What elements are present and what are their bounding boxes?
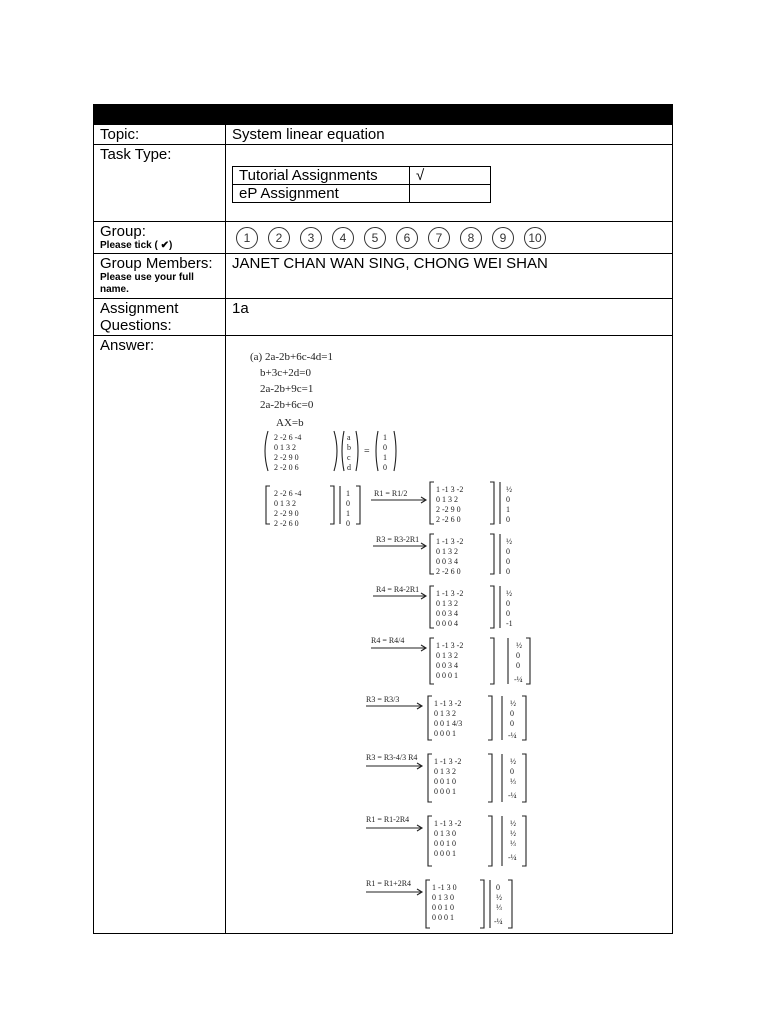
bracket-icon [265, 431, 268, 471]
task-type-label: Task Type: [94, 145, 226, 222]
svg-text:½: ½ [510, 757, 516, 766]
svg-text:1 -1 3 -2: 1 -1 3 -2 [436, 485, 464, 494]
group-number-option[interactable]: 5 [364, 227, 386, 249]
group-hint: Please tick ( ✔) [100, 240, 173, 251]
svg-text:2 -2 9 0: 2 -2 9 0 [274, 453, 299, 462]
row-op: R1 = R1/2 [374, 489, 408, 498]
topic-label: Topic: [94, 125, 226, 145]
svg-text:0 0 3 4: 0 0 3 4 [436, 661, 458, 670]
topic-row [94, 125, 673, 145]
svg-text:0 1 3 0: 0 1 3 0 [434, 829, 456, 838]
svg-text:0 0 0 1: 0 0 0 1 [432, 913, 454, 922]
group-number-option[interactable]: 8 [460, 227, 482, 249]
handwritten-answer [226, 336, 672, 933]
task-option-mark[interactable]: √ [410, 167, 491, 185]
svg-text:0: 0 [506, 609, 510, 618]
svg-text:0 0 3 4: 0 0 3 4 [436, 609, 458, 618]
svg-text:1 -1 3 -2: 1 -1 3 -2 [434, 819, 462, 828]
svg-text:0: 0 [346, 519, 350, 528]
members-label: Group Members: [100, 255, 213, 272]
svg-text:2 -2 6 -4: 2 -2 6 -4 [274, 489, 302, 498]
svg-text:0: 0 [346, 499, 350, 508]
svg-text:0 1 3 2: 0 1 3 2 [434, 709, 456, 718]
svg-text:0 1 3 2: 0 1 3 2 [436, 651, 458, 660]
svg-text:1 -1 3 -2: 1 -1 3 -2 [434, 699, 462, 708]
svg-text:0: 0 [516, 651, 520, 660]
course-value: MTES3283 Linear Algebra [226, 105, 673, 125]
svg-text:0: 0 [510, 719, 514, 728]
svg-text:½: ½ [506, 589, 512, 598]
svg-text:1 -1 3 -2: 1 -1 3 -2 [436, 537, 464, 546]
svg-text:b: b [347, 443, 351, 452]
svg-text:0: 0 [506, 547, 510, 556]
svg-text:0 0 0 1: 0 0 0 1 [436, 671, 458, 680]
answer-label: Answer: [94, 336, 226, 934]
svg-text:0 0 0 1: 0 0 0 1 [434, 729, 456, 738]
task-option-name: Tutorial Assignments [233, 167, 410, 185]
svg-text:½: ½ [510, 699, 516, 708]
svg-text:1: 1 [506, 505, 510, 514]
task-type-table [232, 166, 491, 203]
svg-text:0: 0 [516, 661, 520, 670]
svg-text:1: 1 [346, 489, 350, 498]
group-number-option[interactable]: 7 [428, 227, 450, 249]
svg-text:2 -2 6 0: 2 -2 6 0 [436, 567, 461, 576]
svg-text:0 1 3 2: 0 1 3 2 [436, 547, 458, 556]
svg-text:2 -2 6 0: 2 -2 6 0 [274, 519, 299, 528]
group-label: Group: [100, 223, 146, 240]
svg-text:0 0 1 0: 0 0 1 0 [434, 839, 456, 848]
questions-value: 1a [226, 299, 673, 336]
svg-text:0: 0 [506, 599, 510, 608]
group-number-option[interactable]: 2 [268, 227, 290, 249]
svg-text:0: 0 [510, 767, 514, 776]
handwritten-working [226, 336, 672, 933]
members-hint: Please use your full name. [100, 272, 194, 295]
svg-text:-¼: -¼ [514, 675, 523, 684]
group-number-option[interactable]: 3 [300, 227, 322, 249]
group-number-option[interactable]: 1 [236, 227, 258, 249]
svg-text:1 -1 3 -2: 1 -1 3 -2 [436, 589, 464, 598]
svg-text:a: a [347, 433, 351, 442]
assignment-form [93, 104, 673, 934]
svg-text:0: 0 [383, 443, 387, 452]
svg-text:0 0 0 4: 0 0 0 4 [436, 619, 458, 628]
svg-text:2 -2 9 0: 2 -2 9 0 [274, 509, 299, 518]
row-op: R1 = R1-2R4 [366, 815, 410, 824]
course-row [94, 105, 673, 125]
svg-text:½: ½ [496, 893, 502, 902]
svg-text:⅓: ⅓ [496, 903, 502, 912]
task-type-row [94, 145, 673, 222]
group-number-option[interactable]: 4 [332, 227, 354, 249]
topic-value: System linear equation [226, 125, 673, 145]
svg-text:0: 0 [510, 709, 514, 718]
svg-text:½: ½ [506, 537, 512, 546]
svg-text:1: 1 [346, 509, 350, 518]
svg-text:2 -2 6 0: 2 -2 6 0 [436, 515, 461, 524]
svg-text:0 0 1 4/3: 0 0 1 4/3 [434, 719, 463, 728]
svg-text:1 -1 3 -2: 1 -1 3 -2 [434, 757, 462, 766]
svg-text:⅓: ⅓ [510, 777, 516, 786]
row-op: R3 = R3-2R1 [376, 535, 420, 544]
members-value: JANET CHAN WAN SING, CHONG WEI SHAN [226, 254, 673, 299]
svg-text:½: ½ [510, 829, 516, 838]
row-op: R3 = R3/3 [366, 695, 400, 704]
svg-text:2 -2 9 0: 2 -2 9 0 [436, 505, 461, 514]
svg-text:½: ½ [506, 485, 512, 494]
svg-text:-¼: -¼ [508, 853, 517, 862]
svg-text:0: 0 [506, 567, 510, 576]
task-option-row [233, 185, 491, 203]
svg-text:-¼: -¼ [508, 791, 517, 800]
group-number-option[interactable]: 9 [492, 227, 514, 249]
task-option-mark[interactable] [410, 185, 491, 203]
svg-text:½: ½ [516, 641, 522, 650]
group-number-list [236, 227, 666, 249]
svg-text:=: = [364, 446, 370, 457]
svg-text:1: 1 [383, 433, 387, 442]
questions-row [94, 299, 673, 336]
svg-text:0 0 1 0: 0 0 1 0 [432, 903, 454, 912]
svg-text:d: d [347, 463, 351, 472]
axb-line: AX=b [276, 417, 304, 429]
members-row [94, 254, 673, 299]
svg-text:0: 0 [383, 463, 387, 472]
svg-text:0 0 0 1: 0 0 0 1 [434, 849, 456, 858]
task-option-name: eP Assignment [233, 185, 410, 203]
svg-text:1 -1 3 -2: 1 -1 3 -2 [436, 641, 464, 650]
svg-text:-¼: -¼ [494, 917, 503, 926]
equation-line: 2a-2b+6c=0 [260, 399, 314, 411]
svg-text:0 0 0 1: 0 0 0 1 [434, 787, 456, 796]
questions-label: Assignment Questions: [94, 299, 226, 336]
course-label: Course: [94, 105, 226, 125]
svg-text:2 -2 6 -4: 2 -2 6 -4 [274, 433, 302, 442]
answer-row [94, 336, 673, 934]
svg-text:0 1 3 2: 0 1 3 2 [434, 767, 456, 776]
equation-line: (a) 2a-2b+6c-4d=1 [250, 351, 333, 363]
equation-line: 2a-2b+9c=1 [260, 383, 314, 395]
svg-text:-1: -1 [506, 619, 513, 628]
svg-text:⅓: ⅓ [510, 839, 516, 848]
svg-text:-¼: -¼ [508, 731, 517, 740]
row-op: R3 = R3-4/3 R4 [366, 753, 418, 762]
svg-text:0: 0 [506, 557, 510, 566]
row-op: R4 = R4/4 [371, 636, 405, 645]
svg-text:0: 0 [506, 515, 510, 524]
svg-text:0 1 3 0: 0 1 3 0 [432, 893, 454, 902]
svg-text:½: ½ [510, 819, 516, 828]
bracket-icon [334, 431, 337, 471]
svg-text:1 -1 3 0: 1 -1 3 0 [432, 883, 457, 892]
svg-text:c: c [347, 453, 351, 462]
svg-text:0 0 3 4: 0 0 3 4 [436, 557, 458, 566]
svg-text:0 1 3 2: 0 1 3 2 [274, 443, 296, 452]
svg-text:0 1 3 2: 0 1 3 2 [274, 499, 296, 508]
task-option-row [233, 167, 491, 185]
svg-text:2 -2 0 6: 2 -2 0 6 [274, 463, 299, 472]
row-op: R1 = R1+2R4 [366, 879, 412, 888]
svg-text:1: 1 [383, 453, 387, 462]
row-op: R4 = R4-2R1 [376, 585, 420, 594]
group-number-option[interactable]: 6 [396, 227, 418, 249]
equation-line: b+3c+2d=0 [260, 367, 311, 379]
svg-text:0 1 3 2: 0 1 3 2 [436, 599, 458, 608]
svg-text:0 0 1 0: 0 0 1 0 [434, 777, 456, 786]
group-row [94, 222, 673, 254]
svg-text:0: 0 [506, 495, 510, 504]
svg-text:0 1 3 2: 0 1 3 2 [436, 495, 458, 504]
svg-text:0: 0 [496, 883, 500, 892]
group-number-option[interactable]: 10 [524, 227, 546, 249]
